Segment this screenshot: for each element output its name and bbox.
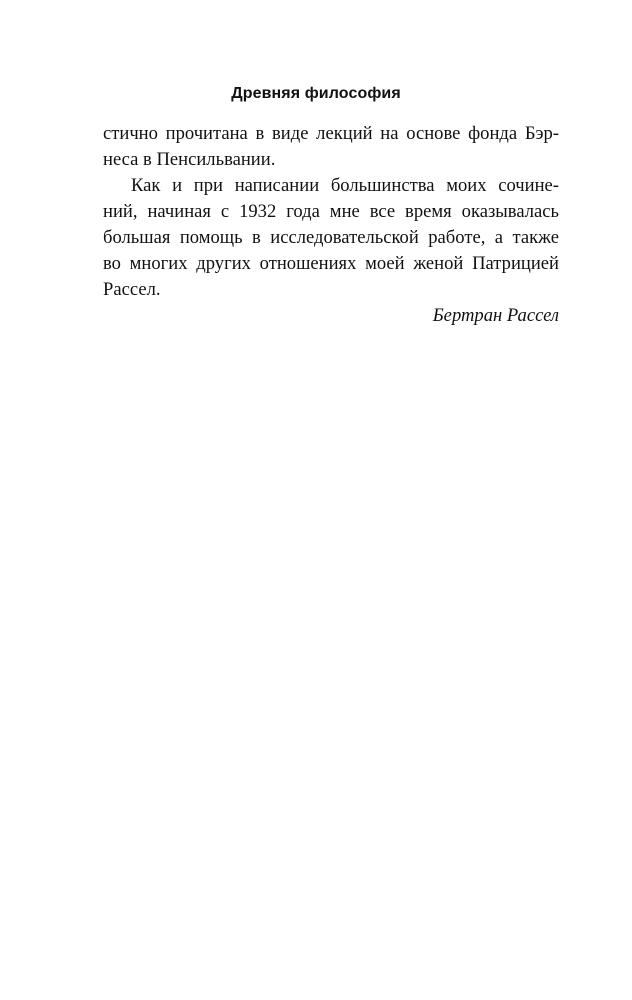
running-head: Древняя философия [231,85,401,102]
body-line: стично прочитана в виде лекций на основе фонда Бэр- [103,123,559,144]
author-signature: Бертран Рассел [432,305,559,326]
body-line: Как и при написании большинства моих сочине- [131,175,559,196]
body-line: ний, начиная с 1932 года мне все время оказывалась [103,201,559,222]
body-line: неса в Пенсильвании. [103,149,276,170]
body-text [103,121,559,329]
body-line: Рассел. [103,279,161,300]
body-line: большая помощь в исследовательской работе, а также [103,227,559,248]
body-line: во многих других отношениях моей женой Патрицией [103,253,559,274]
